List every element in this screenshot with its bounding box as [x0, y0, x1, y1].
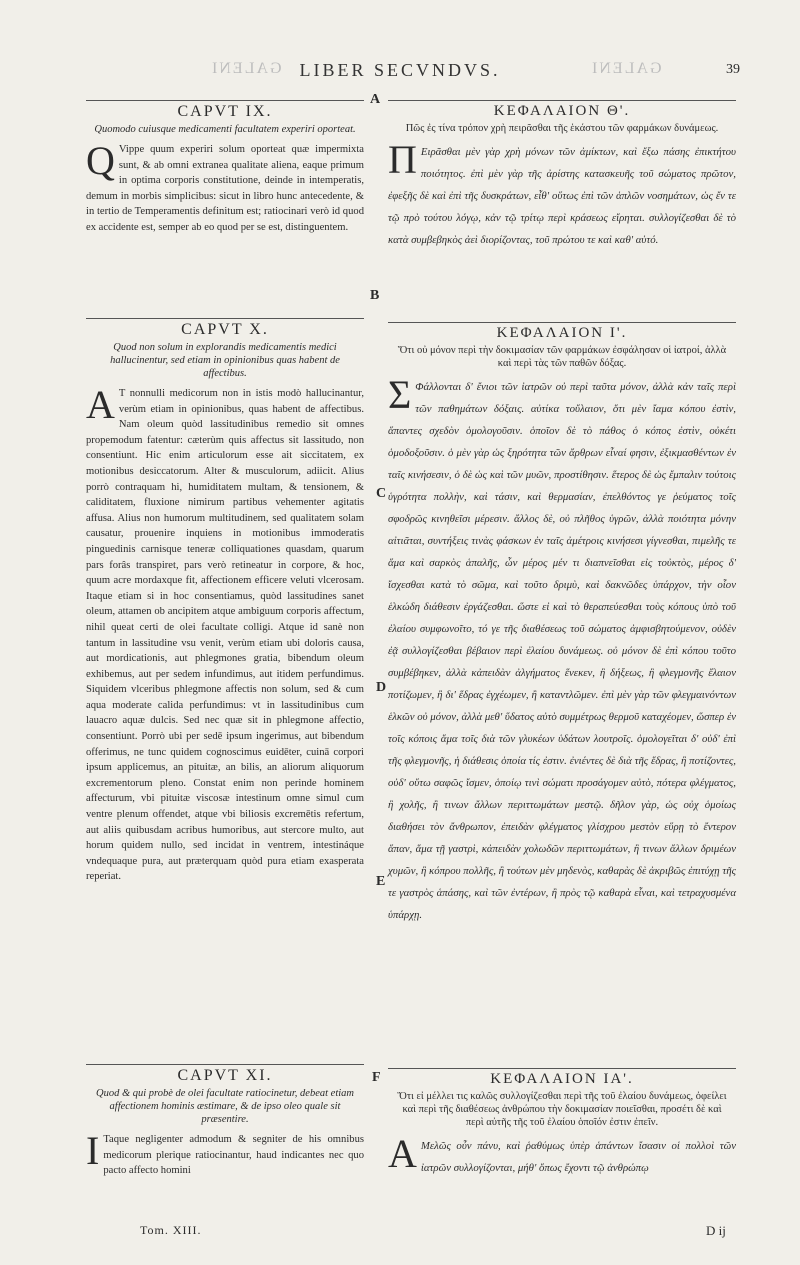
chapter-title: ΚΕΦΑΛΑΙΟΝ Ι'. [496, 325, 628, 341]
chapter-subtitle: Quomodo cuiusque medicamenti facultatem experiri oporteat. [94, 124, 356, 135]
chapter-body: Q Vippe quum experiri solum oporteat quæ impermixta sunt, & ab omni extranea qualitate aliena, eaque primum in optima corporis constitutione, deinde in intemperatis, demum in morbis simplicibus: sicut in libro hunc antecedente, & in tertio de Temperamentis definitum est; ratiocinari verò id quod ex accidente est, semper ab eo quod per se est, distinguentem. [86, 138, 364, 233]
chapter-rule [86, 1064, 364, 1065]
chapter-body: A T nonnulli medicorum non in istis modò hallucinantur, verùm etiam in opinionibus, quas habent de affectibus. Nam oleum quòd lassitudinibus remedio sit omnes propemodum fatentur: cæterùm quis affectus sit lassitudo, non consentiunt. Hic enim articulorum esse ait siccitatem, ex motionibus desiccatorum. Alter & musculorum, adiicit. Alius porrò contraquam hi, humiditatem multam, & tensionem, & caliditatem, fluxione nimirum partibus vehementer agitatis affusa. Alius non humorum multitudinem, sed qualitatem solam causatur, prouenire inquiens in motionibus immoderatis pinguedinis carnisque teneræ colliquationes quasdam, quarum pars forâs transpiret, pars verò retineatur in corpore, & hoc, quum acre mordaxque fit, affectionem efficere veluti vlcerosam. Itaque etiam si in hoc consentiamus, quòd lassitudines sanet oleum, attamen ob ancipitem atque ambiguum corporis affectum, nihil queat certi de olei facultate colligi. Atque id sanè non tantum in lassitudine vsu venit, verùm etiam ubi doloris causa, aut mordicationis, aut phlegmones gratia, bibendum oleum exhibemus, aut per sedem infundimus, aut itidem perfundimus. Siquidem vlceribus phlegmone affectis non solum, sed & cum aqua moderate calida perfundimus: vt in lassitudinibus cum lauacro aquæ dulcis. Sed nec quæ sit in phlegmone affectio, consentiunt. Porrò ubi per sedē ipsum ingerimus, aut bibendum offerimus, ne tunc quidem cognoscimus euidēter, cuinā corpori ipsum applicemus, an pituitæ, an bilis, an aliorum aliquorum excrementorum pleno. Constat enim non perinde hominem affecturum, vbi pituitæ viscosæ intestinum omne simul cum ventre plenum offendet, atque vbi biliosis excremētis refertum, aut aliis quibusdam acribus humoribus, aut stercore multo, aut horum quidem nullo, sed incidat in ventrem, intestináque vndequaque pura, aut præterquam quòd pura etiam exasperata reperiat. [86, 382, 364, 883]
greek-chapter-9 [388, 100, 736, 251]
tome-signature: Tom. XIII. [140, 1223, 202, 1237]
latin-chapter-10 [86, 318, 364, 885]
chapter-subtitle: Quod non solum in explorandis medicamentis medici hallucinentur, sed etiam in opinionibus quas habent de affectibus. [110, 342, 340, 379]
marker-c: C [376, 486, 387, 501]
chapter-rule [388, 322, 736, 323]
running-head [0, 60, 800, 81]
drop-capital: I [86, 1128, 100, 1173]
bleed-through-left: GALENI [210, 60, 282, 77]
chapter-rule [388, 100, 736, 101]
chapter-title: CAPVT XI. [177, 1067, 273, 1084]
marker-f: F [372, 1070, 381, 1085]
drop-capital: A [86, 382, 115, 427]
chapter-subtitle: Ὅτι εἰ μέλλει τις καλῶς συλλογίζεσθαι περὶ τῆς τοῦ ἐλαίου δυνάμεως, ὀφείλει καὶ περὶ τῆς διαθέσεως ἀνθρώπου τὴν δοκιμασίαν ποιεῖσθαι, προσέτι δὲ καὶ περὶ αὐτῆς τῆς τοῦ ἐλαίου ὁποῖόν ἐστιν ἐπεῖν. [397, 1091, 727, 1128]
marker-b: B [370, 288, 380, 303]
chapter-body: Α Μελῶς οὖν πάνυ, καὶ ῥαθύμως ὑπὲρ ἁπάντων ἴσασιν οἱ πολλοὶ τῶν ἰατρῶν συλλογίζονται, μήθ' ὅπως ἔχοντι τῷ ἀνθρώπῳ [388, 1131, 736, 1176]
chapter-body: Σ Φάλλονται δ' ἔνιοι τῶν ἰατρῶν οὐ περὶ ταῦτα μόνον, ἀλλὰ κἀν ταῖς περὶ τῶν παθημάτων δόξαις. αὐτίκα τοὔλαιον, ὅτι μὲν ἴαμα κόπου ἐστὶν, ἅπαντες σχεδὸν ὁμολογοῦσιν. ὁποῖον δὲ τὸ πάθος ὁ κόπος ἐστὶν, οὐκέτι ὁμοδοξοῦσιν. ὁ μὲν γὰρ ὡς ξηρότητα τῶν ἄρθρων εἶναί φησιν, ἐξικμασθέντων ἐν ταῖς κινήσεσιν, ὁ δὲ ὡς καὶ τῶν μυῶν, προστίθησιν. ἕτερος δὲ ὡς ἔμπαλιν τούτοις ὑγρότητα πολλὴν, καὶ τάσιν, καὶ θερμασίαν, ἐπελθόντος γε ῥεύματος τοῖς σφοδρῶς κινηθεῖσι μέρεσιν. ἄλλος δὲ, οὐ πλῆθος ὑγρῶν, ἀλλὰ ποιότητα μόνην αἰτιᾶται, συντήξεις τινὰς φάσκων ἐν ταῖς ἀμέτροις κινήσεσι γίγνεσθαι, πιμελῆς τε ἅμα καὶ σαρκὸς ἁπαλῆς, ὧν μέρος μέν τι διαπνεῖσθαι εἰς τοὐκτὸς, μέρος δ' ἴσχεσθαι κατὰ τὸ σῶμα, καὶ τοῦτο δριμὺ, καὶ δακνῶδες ὑπάρχον, τὴν οἷον ἑλκώδη διάθεσιν ἐργάζεσθαι. ὥστε εἰ καὶ τὸ θεραπεύεσθαι τοὺς κόπους ὑπὸ τοῦ ἐλαίου συμφωνοῖτο, τό γε τῆς διαθέσεως τοῦ σώματος ἀμφισβητούμενον, οὐδὲν ἐᾷ συλλογίζεσθαι βέβαιον περὶ ἐλαίου δυνάμεως. οὐ μόνον δὲ ἐπὶ κόπου τοῦτο συμβέβηκεν, ἀλλὰ κἀπειδὰν ἀλγήματος ἕνεκεν, ἢ δήξεως, ἢ φλεγμονῆς ἔλαιον ποτίζωμεν, ἢ δι' ἕδρας ἐγχέωμεν, ἢ καταντλῶμεν. ἐπὶ μὲν γὰρ τῶν φλεγμαινόντων ἑλκῶν οὐ μόνον, ἀλλὰ μεθ' ὕδατος αὐτὸ συμμέτρως θερμοῦ καταχέομεν, ὥσπερ ἐν τοῖς κόποις ἅμα τοῖς διὰ τῶν γλυκέων ὑδάτων λουτροῖς. ὁμολογεῖται δ' οὐδ' ἐπὶ τῆς φλεγμονῆς, ἡ διάθεσις ὁποία τίς ἐστιν. ἐνιέντες δὲ διὰ τῆς ἕδρας, ἢ ποτίζοντες, οὐδ' οὕτω σαφῶς ἴσμεν, ὁποίῳ τινὶ σώματι προσάγομεν αὐτὸ, πότερα φλέγματος, ἢ χολῆς, ἢ τινων ἄλλων περιττωμάτων μεστῷ. δῆλον γὰρ, ὡς οὐχ ὁμοίως διαθήσει τὸν ἄνθρωπον, ἐπειδὰν φλέγματος γλίσχρου μεστὸν εὕρῃ τὸ ἔντερον ἅπαν, ἅμα τῇ γαστρὶ, κἀπειδὰν χολωδῶν περιττωμάτων, ἢ τινων ἄλλων δριμέων χυμῶν, ἢ κόπρου πολλῆς, ἢ τούτων μὲν μηδενὸς, καθαρὰς δὲ ἀκριβῶς ἐπιτύχῃ τῆς τε γαστρὸς ἁπάσης, καὶ τῶν ἐντέρων, ἢ πρὸς τῷ καθαρὰ εἶναι, καὶ τετραχυσμένα ὑπάρχῃ. [388, 372, 736, 921]
chapter-body: I Taque negligenter admodum & segniter de his omnibus medicorum plerique ratiocinantur, haud indicantes nec quo pacto affecto homini [86, 1128, 364, 1177]
page-number: 39 [726, 62, 740, 77]
drop-capital: Π [388, 137, 417, 182]
greek-chapter-10 [388, 322, 736, 926]
drop-capital: Σ [388, 372, 412, 417]
chapter-title: ΚΕΦΑΛΑΙΟΝ ΙΑ'. [490, 1071, 634, 1087]
latin-chapter-9 [86, 100, 364, 236]
drop-capital: Q [86, 138, 115, 183]
chapter-subtitle: Ὅτι οὐ μόνον περὶ τὴν δοκιμασίαν τῶν φαρμάκων ἐσφάλησαν οἱ ἰατροί, ἀλλὰ καὶ περὶ τὰς τῶν παθῶν δόξας. [397, 345, 727, 369]
chapter-rule [388, 1068, 736, 1069]
latin-chapter-11 [86, 1064, 364, 1179]
marker-d: D [376, 680, 387, 695]
chapter-title: CAPVT X. [181, 321, 269, 338]
chapter-subtitle: Πῶς ἐς τίνα τρόπον χρὴ πειρᾶσθαι τῆς ἑκάστου τῶν φαρμάκων δυνάμεως. [405, 123, 719, 134]
chapter-body: Π Ειρᾶσθαι μὲν γὰρ χρὴ μόνων τῶν ἀμίκτων, καὶ ἔξω πάσης ἐπικτήτου ποιότητος. ἐπὶ μὲν γὰρ τῆς ἀρίστης κατασκευῆς τοῦ σώματος πρῶτον, ἐφεξῆς δὲ καὶ ἐπὶ τῆς δυσκράτων, εἶθ' οὕτως ἐπὶ τῶν ἁπλῶν νοσημάτων, ὡς ἔν τε τῷ πρὸ τούτου λόγῳ, κἀν τῷ τρίτῳ περὶ κράσεως εἴρηται. συλλογίζεσθαι δὲ τὸ κατὰ συμβεβηκὸς ἀεὶ διορίζοντας, τοῦ πρώτου τε καὶ καθ' αὑτό. [388, 137, 736, 246]
marker-e: E [376, 874, 386, 889]
chapter-subtitle: Quod & qui probè de olei facultate ratiocinetur, debeat etiam affectionem hominis æstimare, & de ipso oleo quale sit præsentire. [96, 1088, 354, 1125]
chapter-title: CAPVT IX. [177, 103, 273, 120]
chapter-title: ΚΕΦΑΛΑΙΟΝ Θ'. [493, 103, 631, 119]
signature-mark: D ij [706, 1223, 726, 1238]
greek-chapter-11 [388, 1068, 736, 1179]
bleed-through-right: GALENI [590, 60, 662, 77]
marker-a: A [370, 92, 381, 107]
chapter-rule [86, 100, 364, 101]
running-head-text: LIBER SECVNDVS. [299, 60, 501, 80]
chapter-rule [86, 318, 364, 319]
drop-capital: Α [388, 1131, 417, 1176]
